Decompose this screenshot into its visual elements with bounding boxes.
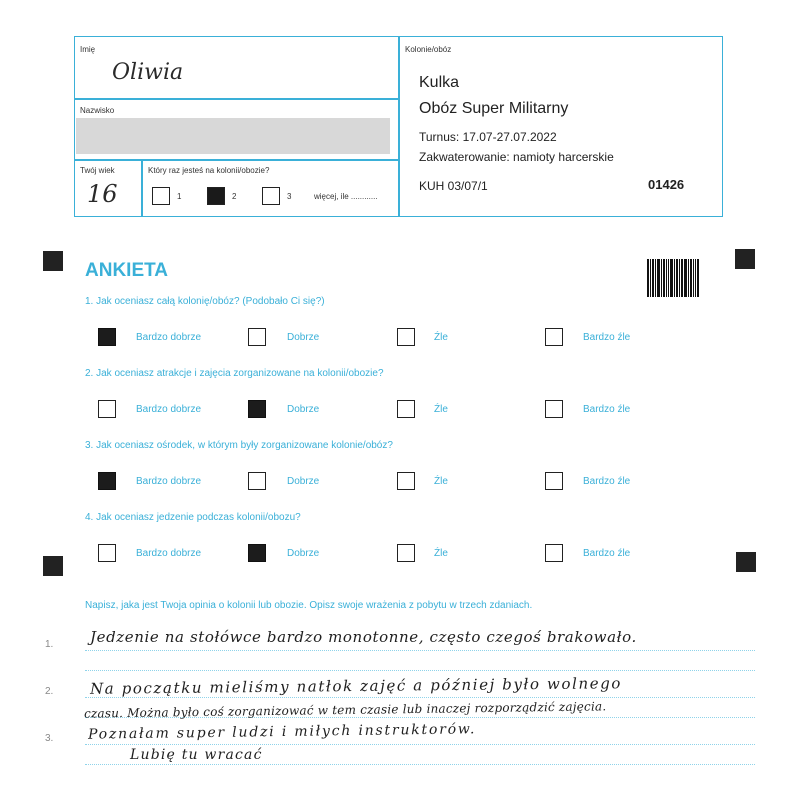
q2-checkbox-bardzo-zle[interactable] [545,400,563,418]
name-label: Imię [80,45,96,54]
q3-checkbox-zle[interactable] [397,472,415,490]
q1-label-bardzo-zle: Bardzo źle [583,332,631,343]
q1-label-dobrze: Dobrze [287,332,320,343]
question-4: 4. Jak oceniasz jedzenie podczas kolonii/obozu? [85,512,301,523]
registration-marker-top-right [735,249,755,269]
q1-checkbox-bardzo-dobrze[interactable] [98,328,116,346]
registration-marker-bottom-left [43,556,63,576]
q3-label-dobrze: Dobrze [287,476,320,487]
writing-line-3a [85,744,755,745]
line-number-1: 1. [45,639,54,650]
registration-marker-top-left [43,251,63,271]
line-number-3: 3. [45,733,54,744]
question-3: 3. Jak oceniasz ośrodek, w którym były zorganizowane kolonie/obóz? [85,440,393,451]
times-more: więcej, ile ............ [314,192,378,201]
card-divider-age [141,159,143,216]
surname-label: Nazwisko [80,106,115,115]
q2-checkbox-bardzo-dobrze[interactable] [98,400,116,418]
writing-line-3b [85,764,755,765]
q2-label-dobrze: Dobrze [287,404,320,415]
name-value[interactable]: Oliwia [112,60,184,85]
question-1: 1. Jak oceniasz całą kolonię/obóz? (Podobało Ci się?) [85,296,325,307]
camp-number: 01426 [648,177,685,192]
surname-redaction [76,118,390,154]
q1-checkbox-bardzo-zle[interactable] [545,328,563,346]
barcode [647,259,702,297]
handwriting-line-2[interactable]: Na początku mieliśmy natłok zajęć a później było wolnego [89,674,623,698]
q4-label-zle: Źle [434,548,448,559]
q1-checkbox-zle[interactable] [397,328,415,346]
times-checkbox-2[interactable] [207,187,225,205]
camp-code: KUH 03/07/1 [419,179,488,193]
survey-title: ANKIETA [85,260,169,281]
writing-line-1a [85,650,755,651]
card-divider-name [75,98,398,100]
line-number-2: 2. [45,686,54,697]
q4-checkbox-bardzo-zle[interactable] [545,544,563,562]
handwriting-line-1[interactable]: Jedzenie na stołówce bardzo monotonne, często czegoś brakowało. [90,628,637,646]
times-option-2: 2 [232,192,237,201]
q2-checkbox-dobrze[interactable] [248,400,266,418]
q1-label-zle: Źle [434,332,448,343]
q1-label-bardzo-dobrze: Bardzo dobrze [136,332,202,343]
q4-label-bardzo-zle: Bardzo źle [583,548,631,559]
age-label: Twój wiek [80,166,115,175]
handwriting-line-5[interactable]: Lubię tu wracać [130,747,263,763]
camp-label: Kolonie/obóz [405,45,452,54]
q3-checkbox-bardzo-dobrze[interactable] [98,472,116,490]
times-label: Który raz jesteś na kolonii/obozie? [148,166,270,175]
camp-accommodation: Zakwaterowanie: namioty harcerskie [419,150,614,164]
camp-title: Obóz Super Militarny [419,100,569,117]
times-checkbox-1[interactable] [152,187,170,205]
q3-label-bardzo-zle: Bardzo źle [583,476,631,487]
q1-checkbox-dobrze[interactable] [248,328,266,346]
q3-label-bardzo-dobrze: Bardzo dobrze [136,476,202,487]
q4-label-bardzo-dobrze: Bardzo dobrze [136,548,202,559]
q3-checkbox-bardzo-zle[interactable] [545,472,563,490]
q4-checkbox-bardzo-dobrze[interactable] [98,544,116,562]
q3-checkbox-dobrze[interactable] [248,472,266,490]
q4-label-dobrze: Dobrze [287,548,320,559]
q2-label-bardzo-dobrze: Bardzo dobrze [136,404,202,415]
q2-checkbox-zle[interactable] [397,400,415,418]
age-value[interactable]: 16 [87,180,118,208]
q4-checkbox-dobrze[interactable] [248,544,266,562]
writing-line-1b [85,670,755,671]
q2-label-bardzo-zle: Bardzo źle [583,404,631,415]
question-2: 2. Jak oceniasz atrakcje i zajęcia zorganizowane na kolonii/obozie? [85,368,384,379]
registration-marker-bottom-right [736,552,756,572]
q4-checkbox-zle[interactable] [397,544,415,562]
opinion-prompt: Napisz, jaka jest Twoja opinia o kolonii lub obozie. Opisz swoje wrażenia z pobytu w trzech zdaniach. [85,600,533,611]
q3-label-zle: Źle [434,476,448,487]
times-checkbox-3[interactable] [262,187,280,205]
handwriting-line-3[interactable]: czasu. Można było coś zorganizować w tem czasie lub inaczej rozporządzić zajęcia. [83,699,607,721]
writing-line-2a [85,697,755,698]
q2-label-zle: Źle [434,404,448,415]
card-divider-surname [75,159,398,161]
card-divider-vertical [398,37,400,216]
camp-turnus: Turnus: 17.07-27.07.2022 [419,130,557,144]
times-option-1: 1 [177,192,182,201]
handwriting-line-4[interactable]: Poznałam super ludzi i miłych instruktorów. [87,721,477,743]
times-option-3: 3 [287,192,292,201]
camp-name: Kulka [419,74,460,91]
